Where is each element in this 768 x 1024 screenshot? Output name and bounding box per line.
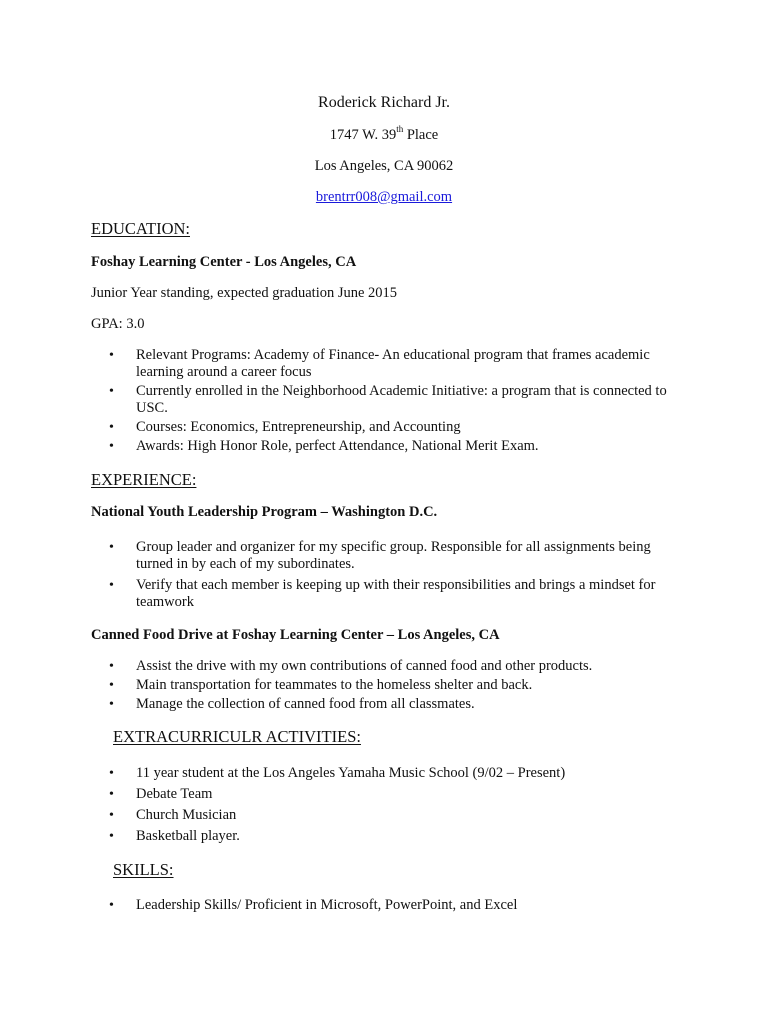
address-line-1 bbox=[0, 124, 768, 144]
ordinal-suffix: th bbox=[396, 124, 404, 135]
experience-job1-list bbox=[109, 539, 679, 611]
list-item: • Courses: Economics, Entrepreneurship, and Accounting bbox=[109, 419, 679, 436]
education-standing: Junior Year standing, expected graduation June 2015 bbox=[91, 285, 398, 301]
education-list bbox=[109, 347, 679, 455]
list-item: • Assist the drive with my own contributions of canned food and other products. bbox=[109, 658, 679, 675]
skills-heading: SKILLS: bbox=[113, 860, 174, 879]
list-item: • Verify that each member is keeping up with their responsibilities and brings a mindset for teamwork bbox=[109, 577, 679, 611]
list-item: • Leadership Skills/ Proficient in Microsoft, PowerPoint, and Excel bbox=[109, 897, 679, 914]
street-name: Place bbox=[403, 127, 439, 143]
list-item: • Basketball player. bbox=[109, 828, 679, 845]
list-item: • 11 year student at the Los Angeles Yamaha Music School (9/02 – Present) bbox=[109, 765, 679, 782]
address-line-2: Los Angeles, CA 90062 bbox=[314, 158, 454, 174]
list-item: • Church Musician bbox=[109, 807, 679, 824]
experience-heading: EXPERIENCE: bbox=[91, 470, 197, 489]
list-item: • Currently enrolled in the Neighborhood Academic Initiative: a program that is connected to USC. bbox=[109, 383, 679, 417]
extracurricular-heading: EXTRACURRICULR ACTIVITIES: bbox=[113, 727, 361, 746]
list-item: • Group leader and organizer for my specific group. Responsible for all assignments being turned in by each of my subordinates. bbox=[109, 539, 679, 573]
street-number: 1747 W. 39 bbox=[329, 127, 397, 143]
list-item: • Manage the collection of canned food from all classmates. bbox=[109, 696, 679, 713]
resume-name: Roderick Richard Jr. bbox=[318, 94, 450, 111]
email-link[interactable]: brentrr008@gmail.com bbox=[315, 189, 453, 205]
list-item: • Debate Team bbox=[109, 786, 679, 803]
list-item: • Main transportation for teammates to the homeless shelter and back. bbox=[109, 677, 679, 694]
email-row bbox=[0, 189, 768, 206]
education-heading: EDUCATION: bbox=[91, 219, 190, 238]
education-school: Foshay Learning Center - Los Angeles, CA bbox=[91, 254, 357, 270]
experience-job2-list bbox=[109, 658, 679, 713]
extracurricular-list bbox=[109, 765, 679, 845]
experience-job1-title: National Youth Leadership Program – Washington D.C. bbox=[91, 504, 438, 520]
education-gpa: GPA: 3.0 bbox=[91, 316, 145, 332]
experience-job2-title: Canned Food Drive at Foshay Learning Center – Los Angeles, CA bbox=[91, 627, 500, 643]
list-item: • Awards: High Honor Role, perfect Attendance, National Merit Exam. bbox=[109, 438, 679, 455]
skills-list bbox=[109, 897, 679, 914]
list-item: • Relevant Programs: Academy of Finance- An educational program that frames academic learning around a career focus bbox=[109, 347, 679, 381]
